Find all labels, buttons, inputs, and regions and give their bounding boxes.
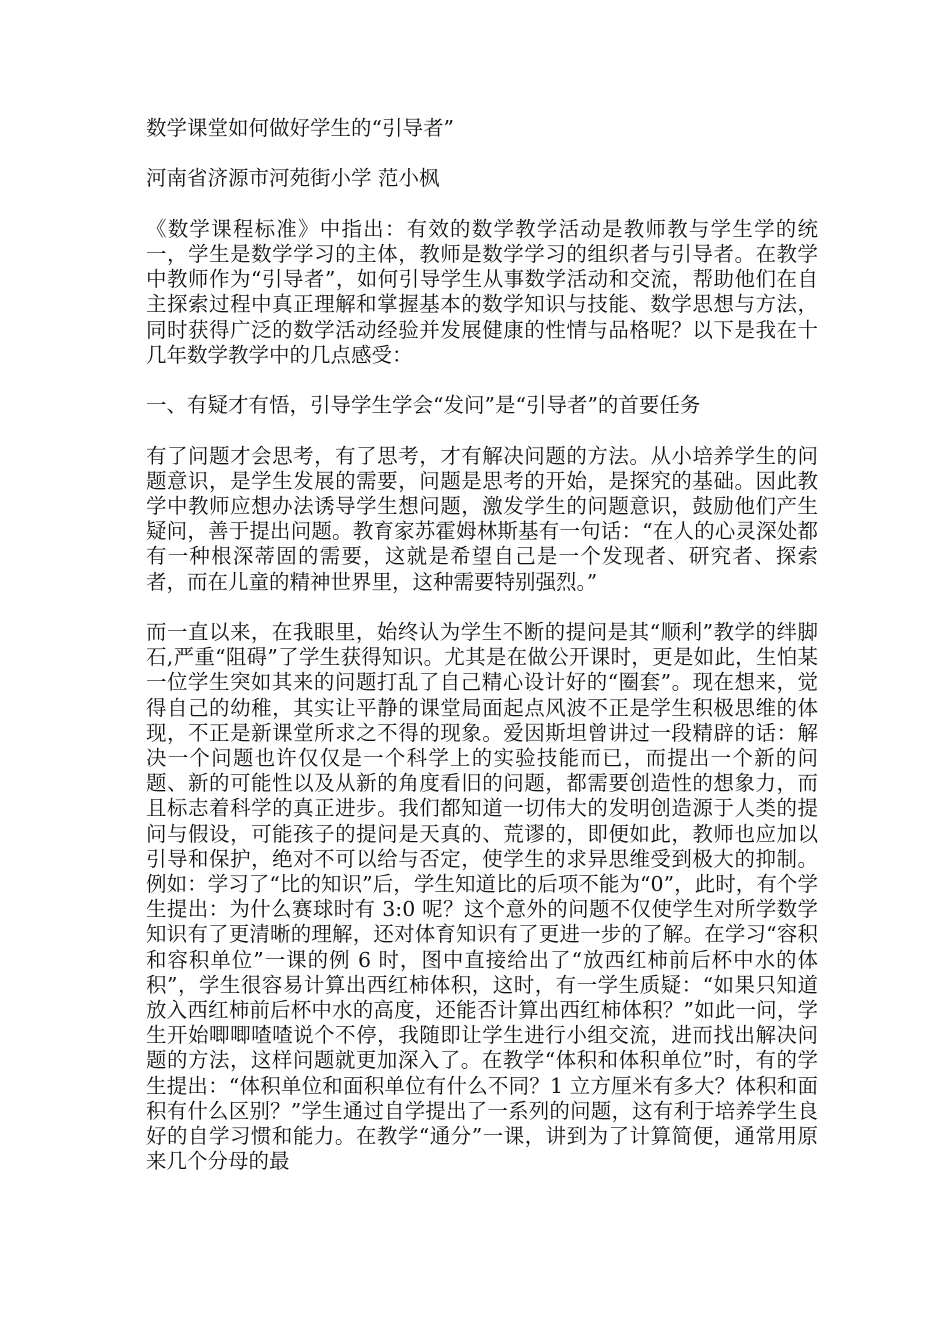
document-title: 数学课堂如何做好学生的“引导者”	[146, 116, 454, 140]
body-paragraph: 而一直以来，在我眼里，始终认为学生不断的提问是其“顺利”教学的绊脚石,严重“阻碍”了学生获得知识。尤其是在做公开课时，更是如此，生怕某一位学生突如其来的问题打乱了自己精心设计好的“圈套”。现在想来，觉得自己的幼稚，其实让平静的课堂局面起点风波不正是学生积极思维的体现，不正是新课堂所求之不得的现象。爱因斯坦曾讲过一段精辟的话：解决一个问题也许仅仅是一个科学上的实验技能而已，而提出一个新的问题、新的可能性以及从新的角度看旧的问题，都需要创造性的想象力，而且标志着科学的真正进步。我们都知道一切伟大的发明创造源于人类的提问与假设，可能孩子的提问是天真的、荒谬的，即便如此，教师也应加以引导和保护，绝对不可以给与否定，使学生的求异思维受到极大的抑制。例如：学习了“比的知识”后，学生知道比的后项不能为“0”，此时，有个学生提出：为什么赛球时有 3:0 呢？这个意外的问题不仅使学生对所学数学知识有了更清晰的理解，还对体育知识有了更进一步的了解。在学习“容积和容积单位”一课的例 6 时，图中直接给出了“放西红柿前后杯中水的体积”，学生很容易计算出西红柿体积，这时，有一学生质疑：“如果只知道放入西红柿前后杯中水的高度，还能否计算出西红柿体积？”如此一问，学生开始唧唧喳喳说个不停，我随即让学生进行小组交流，进而找出解决问题的方法，这样问题就更加深入了。在教学“体积和体积单位”时，有的学生提出：“体积单位和面积单位有什么不同？1 立方厘米有多大？体积和面积有什么区别？”学生通过自学提出了一系列的问题，这有利于培养学生良好的自学习惯和能力。在教学“通分”一课，讲到为了计算简便，通常用原来几个分母的最	[146, 619, 818, 1174]
document-author: 河南省济源市河苑街小学 范小枫	[146, 166, 440, 191]
section-heading: 一、有疑才有悟，引导学生学会“发问”是“引导者”的首要任务	[146, 393, 701, 418]
document-page	[146, 116, 818, 1200]
intro-paragraph: 《数学课程标准》中指出：有效的数学教学活动是教师教与学生学的统一，学生是数学学习的主体，教师是数学学习的组织者与引导者。在教学中教师作为“引导者”，如何引导学生从事数学活动和交流，帮助他们在自主探索过程中真正理解和掌握基本的数学知识与技能、数学思想与方法，同时获得广泛的数学活动经验并发展健康的性情与品格呢？以下是我在十几年数学教学中的几点感受：	[146, 216, 818, 367]
body-paragraph: 有了问题才会思考，有了思考，才有解决问题的方法。从小培养学生的问题意识，是学生发展的需要，问题是思考的开始，是探究的基础。因此教学中教师应想办法诱导学生想问题，激发学生的问题意识，鼓励他们产生疑问，善于提出问题。教育家苏霍姆林斯基有一句话：“在人的心灵深处都有一种根深蒂固的需要，这就是希望自己是一个发现者、研究者、探索者，而在儿童的精神世界里，这种需要特别强烈。”	[146, 443, 818, 594]
